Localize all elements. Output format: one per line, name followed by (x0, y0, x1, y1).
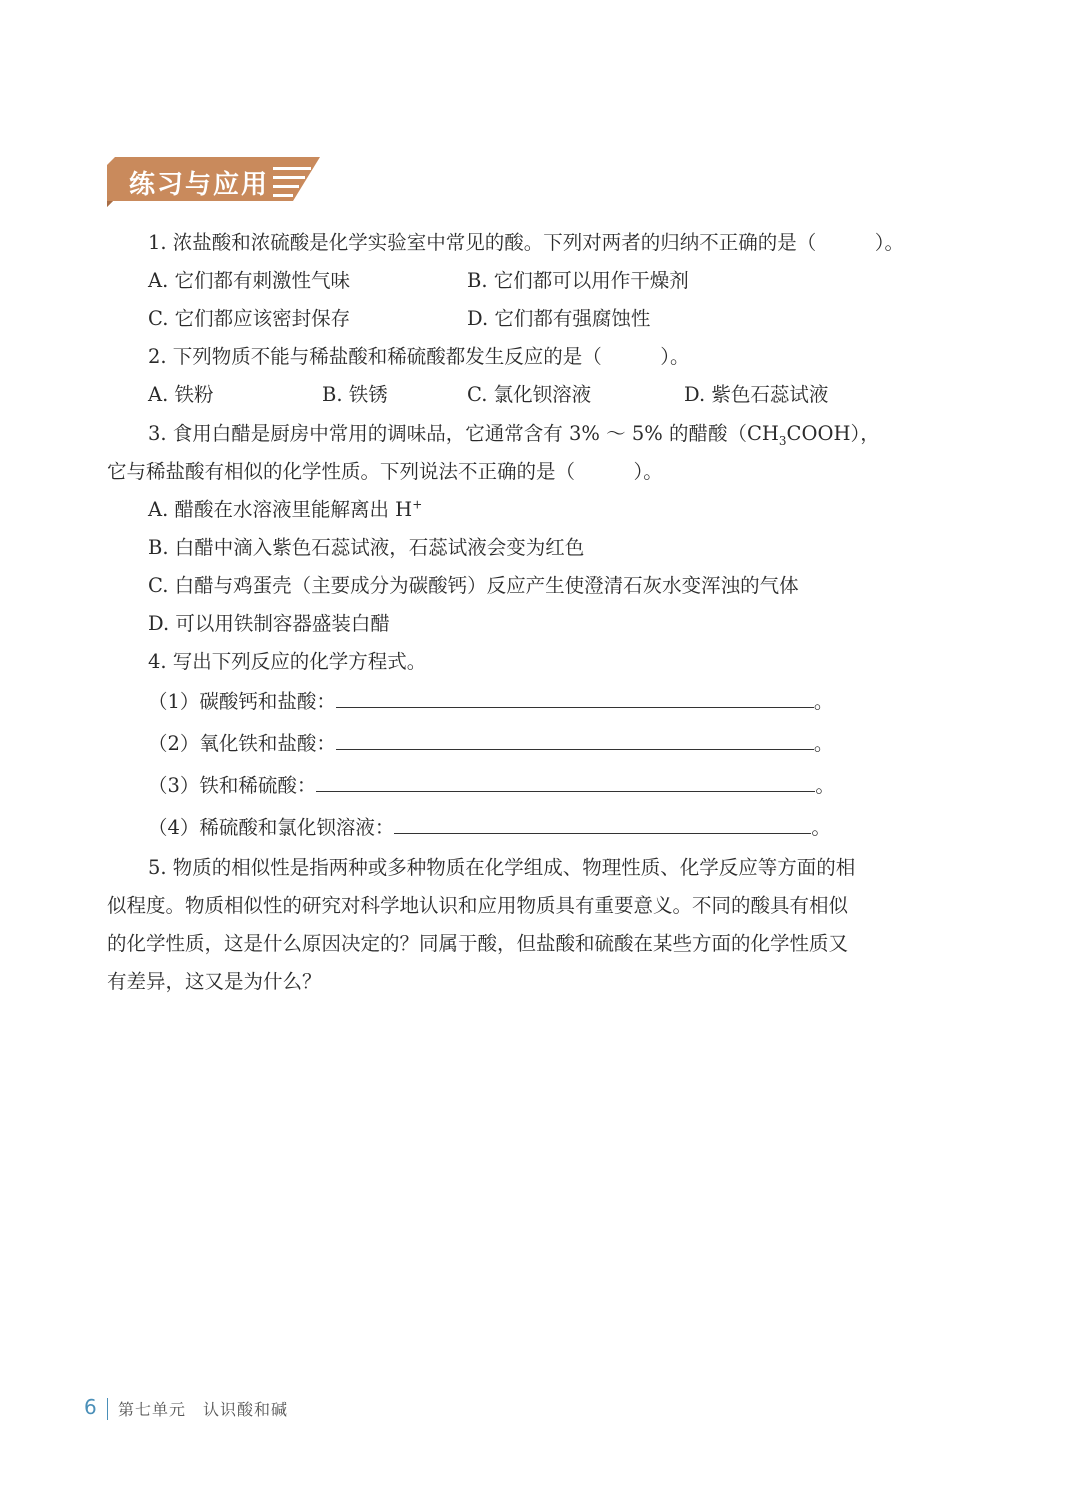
q4-item-1-label: （1）碳酸钙和盐酸： (148, 690, 336, 713)
q4-item-1 (148, 687, 833, 716)
q5-line-2: 似程度。物质相似性的研究对科学地认识和应用物质具有重要意义。不同的酸具有相似 (107, 894, 849, 917)
q4-stem: 4. 写出下列反应的化学方程式。 (148, 650, 427, 673)
q4-item-4 (148, 813, 831, 842)
answer-blank[interactable] (336, 687, 814, 708)
q2-option-a: A. 铁粉 (148, 383, 214, 406)
q3-formula-subscript: 3 (778, 433, 787, 448)
q1-option-a: A. 它们都有刺激性气味 (148, 269, 350, 292)
end-mark: 。 (815, 774, 835, 797)
q4-item-4-label: （4）稀硫酸和氯化钡溶液： (148, 816, 395, 839)
q4-item-2-label: （2）氧化铁和盐酸： (148, 732, 336, 755)
end-mark: 。 (813, 690, 834, 713)
page-number: 6 (84, 1395, 97, 1419)
q3-stem-line-1 (148, 420, 880, 448)
q3-stem-text: 3. 食用白醋是厨房中常用的调味品，它通常含有 3% ～ 5% 的醋酸（CH (148, 422, 779, 445)
answer-blank[interactable] (394, 813, 811, 834)
end-mark: 。 (811, 816, 831, 839)
q3-option-b: B. 白醋中滴入紫色石蕊试液，石蕊试液会变为红色 (148, 536, 585, 559)
unit-title: 第七单元 认识酸和碱 (118, 1400, 289, 1419)
q5-line-4: 有差异，这又是为什么？ (107, 970, 322, 993)
q3-option-a-text: A. 醋酸在水溶液里能解离出 H (148, 498, 413, 521)
q1-option-b: B. 它们都可以用作干燥剂 (467, 269, 689, 292)
answer-blank[interactable] (316, 771, 815, 792)
q3-stem-line-2: 它与稀盐酸有相似的化学性质。下列说法不正确的是（ ）。 (107, 460, 663, 483)
q4-item-2 (148, 729, 833, 758)
q3-option-d: D. 可以用铁制容器盛装白醋 (148, 612, 390, 635)
q3-option-c: C. 白醋与鸡蛋壳（主要成分为碳酸钙）反应产生使澄清石灰水变浑浊的气体 (148, 574, 799, 597)
q1-option-c: C. 它们都应该密封保存 (148, 307, 351, 330)
q3-option-a-superscript: + (412, 497, 423, 512)
end-mark: 。 (813, 732, 834, 755)
q5-line-3: 的化学性质，这是什么原因决定的？同属于酸，但盐酸和硫酸在某些方面的化学性质又 (107, 932, 849, 955)
q5-line-1: 5. 物质的相似性是指两种或多种物质在化学组成、物理性质、化学反应等方面的相 (148, 856, 856, 879)
q1-stem: 1. 浓盐酸和浓硫酸是化学实验室中常见的酸。下列对两者的归纳不正确的是（ ）。 (148, 231, 905, 254)
answer-blank[interactable] (336, 729, 814, 750)
footer-divider (107, 1398, 108, 1420)
q4-item-3-label: （3）铁和稀硫酸： (148, 774, 317, 797)
section-header (107, 157, 322, 209)
q2-option-c: C. 氯化钡溶液 (467, 383, 592, 406)
q2-option-b: B. 铁锈 (322, 383, 388, 406)
q2-option-d: D. 紫色石蕊试液 (684, 383, 829, 406)
q1-option-d: D. 它们都有强腐蚀性 (467, 307, 651, 330)
q4-item-3 (148, 771, 835, 800)
q3-stem-text-end: COOH）， (786, 422, 880, 445)
q2-stem: 2. 下列物质不能与稀盐酸和稀硫酸都发生反应的是（ ）。 (148, 345, 690, 368)
q3-option-a (148, 496, 422, 524)
section-title: 练习与应用 (129, 170, 270, 200)
